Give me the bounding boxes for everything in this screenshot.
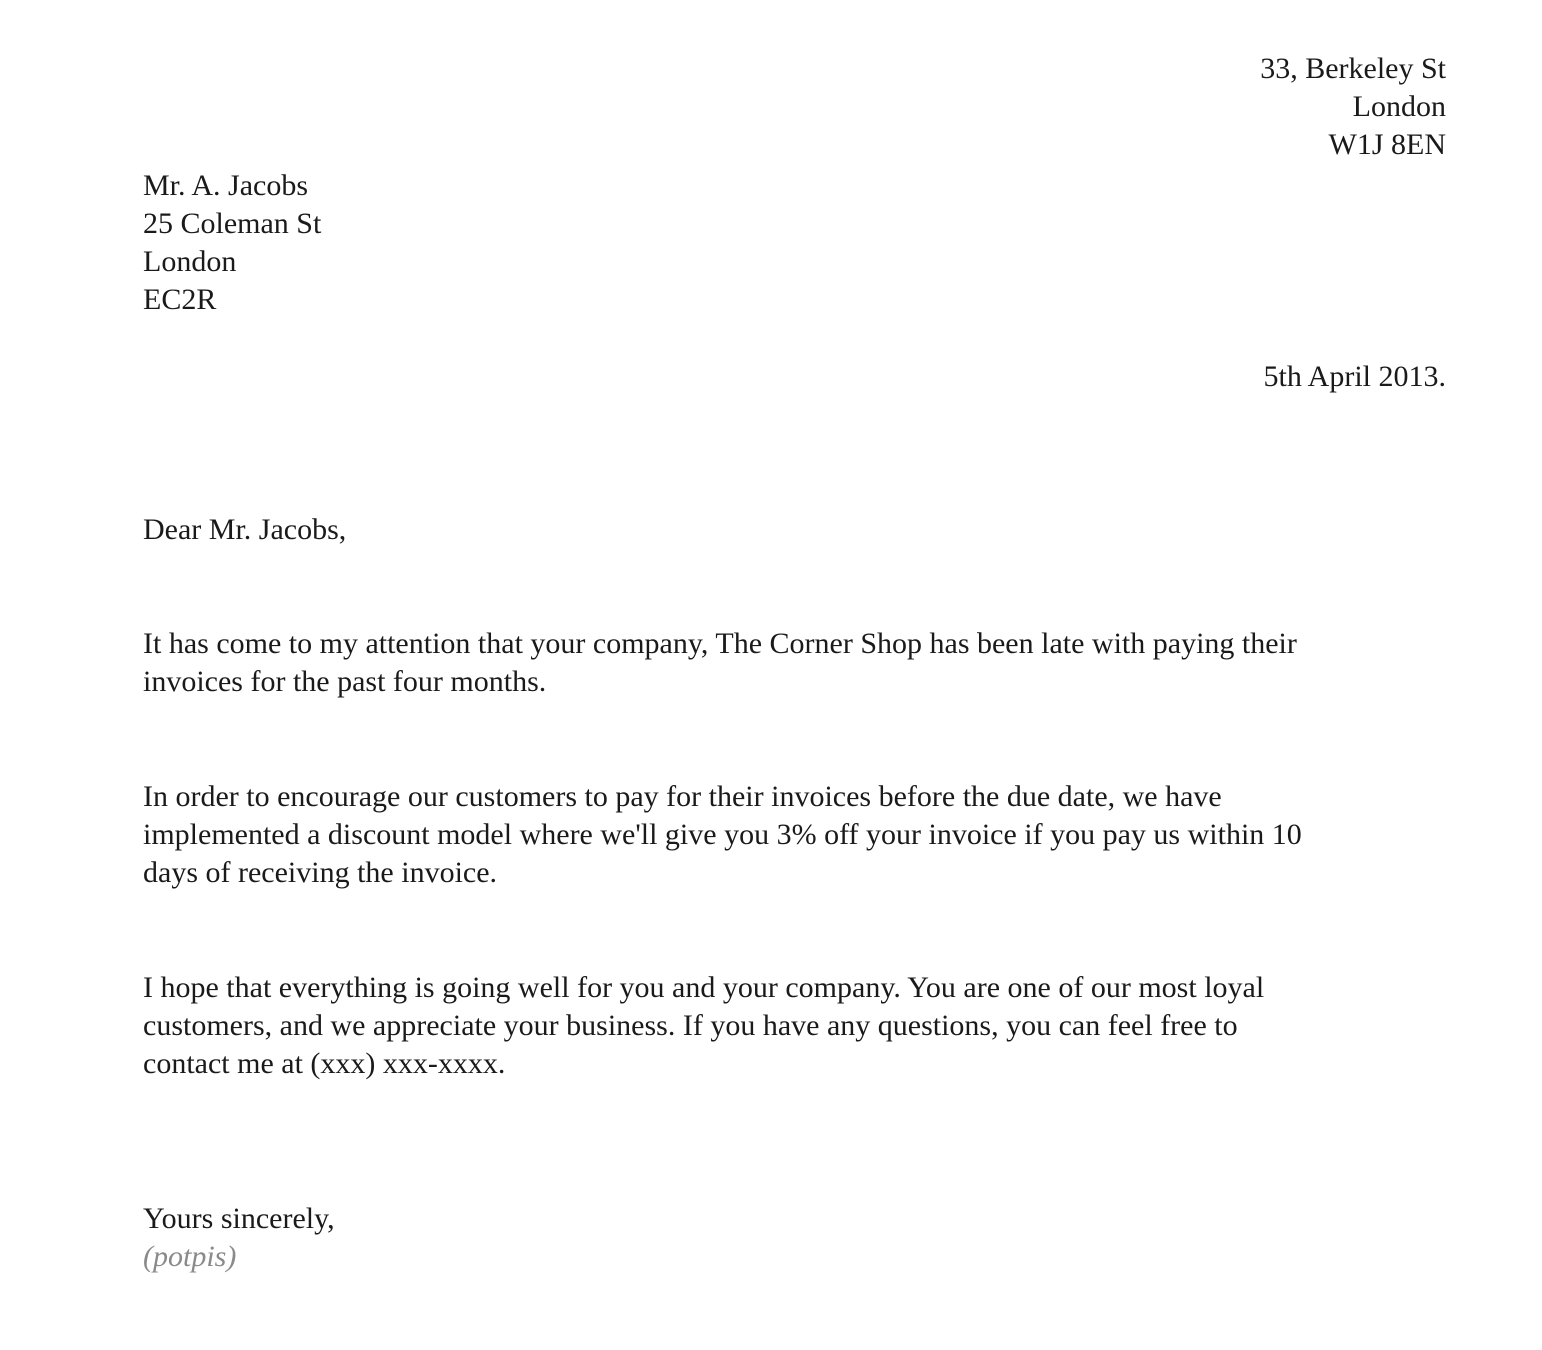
sender-address [1260, 50, 1446, 164]
salutation-text: Dear Mr. Jacobs, [143, 513, 347, 546]
valediction: Yours sincerely, [143, 1202, 335, 1235]
recipient-address-line: EC2R [143, 283, 217, 316]
paragraph-line: implemented a discount model where we'll give you 3% off your invoice if you pay us within 10 [143, 818, 1302, 851]
paragraph-line: invoices for the past four months. [143, 665, 547, 698]
recipient-address [143, 167, 321, 319]
letter-date [1263, 358, 1446, 396]
signature-placeholder: (potpis) [143, 1240, 237, 1273]
sender-address-line: London [1352, 90, 1446, 123]
paragraph-line: I hope that everything is going well for you and your company. You are one of our most loyal [143, 971, 1265, 1004]
paragraph-line: It has come to my attention that your company, The Corner Shop has been late with paying their [143, 627, 1297, 660]
paragraph-line: In order to encourage our customers to pay for their invoices before the due date, we have [143, 780, 1222, 813]
sender-address-line: 33, Berkeley St [1260, 52, 1446, 85]
paragraph-line: contact me at (xxx) xxx-xxxx. [143, 1047, 506, 1080]
recipient-address-line: Mr. A. Jacobs [143, 169, 308, 202]
letter-date-text: 5th April 2013. [1263, 360, 1446, 393]
body-paragraph-1 [143, 625, 1297, 701]
sender-address-line: W1J 8EN [1328, 128, 1446, 161]
salutation [143, 511, 346, 549]
body-paragraph-2 [143, 778, 1302, 892]
closing [143, 1200, 335, 1276]
paragraph-line: days of receiving the invoice. [143, 856, 498, 889]
paragraph-line: customers, and we appreciate your business. If you have any questions, you can feel free to [143, 1009, 1238, 1042]
body-paragraph-3 [143, 969, 1264, 1083]
recipient-address-line: London [143, 245, 237, 278]
recipient-address-line: 25 Coleman St [143, 207, 322, 240]
